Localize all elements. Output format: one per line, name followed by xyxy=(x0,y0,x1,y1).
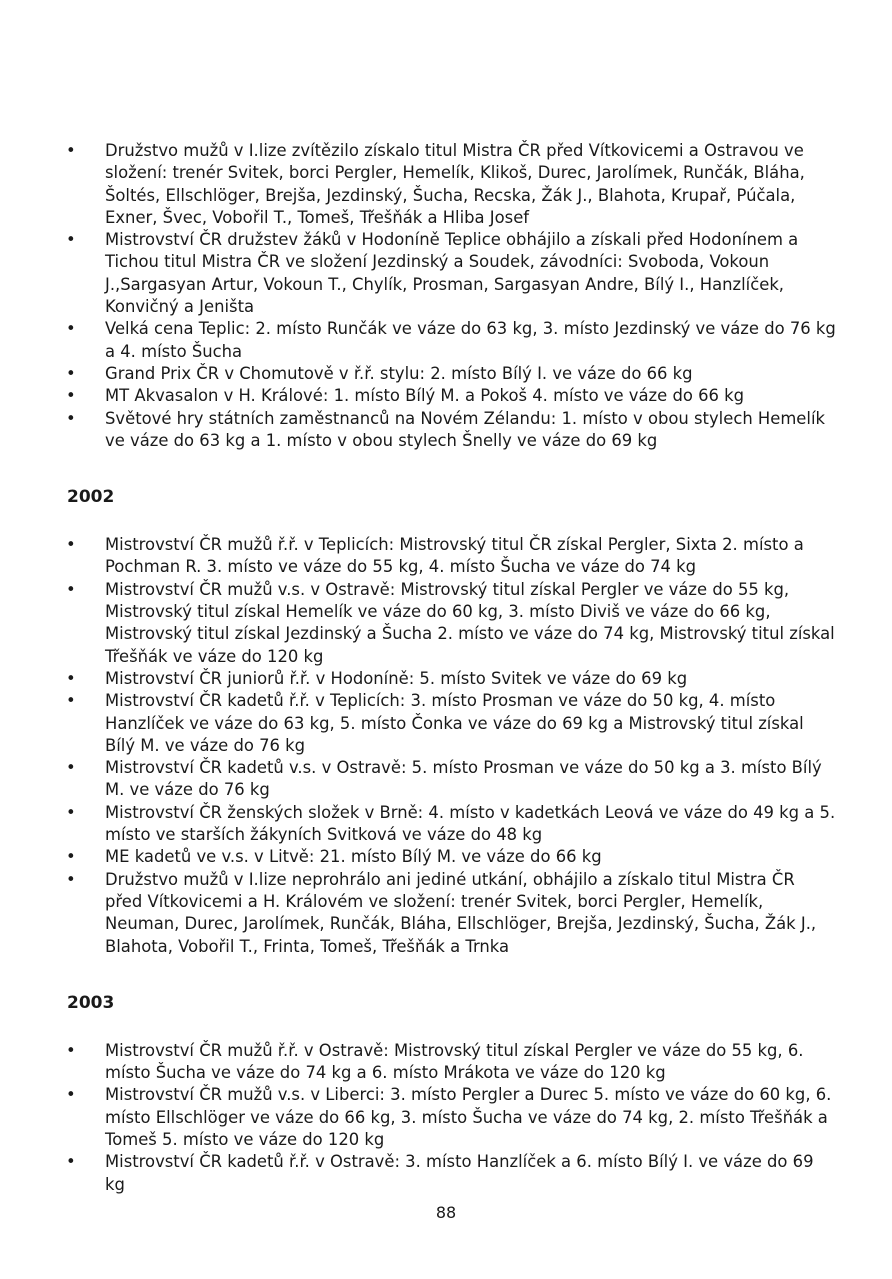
bullet-list-2001 xyxy=(0,140,892,452)
bullet-list-2003 xyxy=(0,1040,892,1196)
list-item: • Mistrovství ČR mužů ř.ř. v Teplicích: Mistrovský titul ČR získal Pergler, Sixta 2. místo a Pochman R. 3. místo ve váze do 55 kg, 4. místo Šucha ve váze do 74 kg xyxy=(0,534,892,579)
page-content xyxy=(0,140,892,1196)
list-item: • Grand Prix ČR v Chomutově v ř.ř. stylu: 2. místo Bílý I. ve váze do 66 kg xyxy=(0,363,892,385)
list-item: • Mistrovství ČR ženských složek v Brně: 4. místo v kadetkách Leová ve váze do 49 kg a 5. místo ve starších žákyních Svitková ve váze do 48 kg xyxy=(0,802,892,847)
list-item: • ME kadetů ve v.s. v Litvě: 21. místo Bílý M. ve váze do 66 kg xyxy=(0,846,892,868)
list-item: • Velká cena Teplic: 2. místo Runčák ve váze do 63 kg, 3. místo Jezdinský ve váze do 76 kg a 4. místo Šucha xyxy=(0,318,892,363)
list-item: • Družstvo mužů v I.lize zvítězilo získalo titul Mistra ČR před Vítkovicemi a Ostravou ve složení: trenér Svitek, borci Pergler, Hemelík, Klikoš, Durec, Jarolímek, Runčák, Bláha, Šoltés, Ellschlöger, Brejša, Jezdinský, Šucha, Recska, Žák J., Blahota, Krupař, Púčala, Exner, Švec, Vobořil T., Tomeš, Třešňák a Hliba Josef xyxy=(0,140,892,229)
list-item: • Mistrovství ČR mužů v.s. v Ostravě: Mistrovský titul získal Pergler ve váze do 55 kg, Mistrovský titul získal Hemelík ve váze do 60 kg, 3. místo Diviš ve váze do 66 kg, Mistrovský titul získal Jezdinský a Šucha 2. místo ve váze do 74 kg, Mistrovský titul získal Třešňák ve váze do 120 kg xyxy=(0,579,892,668)
list-item: • Mistrovství ČR kadetů v.s. v Ostravě: 5. místo Prosman ve váze do 50 kg a 3. místo Bílý M. ve váze do 76 kg xyxy=(0,757,892,802)
list-item: • Mistrovství ČR mužů v.s. v Liberci: 3. místo Pergler a Durec 5. místo ve váze do 60 kg, 6. místo Ellschlöger ve váze do 66 kg, 3. místo Šucha ve váze do 74 kg, 2. místo Třešňák a Tomeš 5. místo ve váze do 120 kg xyxy=(0,1084,892,1151)
page-number: 88 xyxy=(435,1203,457,1222)
list-item: • Mistrovství ČR kadetů ř.ř. v Teplicích: 3. místo Prosman ve váze do 50 kg, 4. místo Hanzlíček ve váze do 63 kg, 5. místo Čonka ve váze do 69 kg a Mistrovský titul získal Bílý M. ve váze do 76 kg xyxy=(0,690,892,757)
year-heading-2002: 2002 xyxy=(67,487,115,508)
list-item: • Družstvo mužů v I.lize neprohrálo ani jediné utkání, obhájilo a získalo titul Mistra ČR před Vítkovicemi a H. Královém ve složení: trenér Svitek, borci Pergler, Hemelík, Neuman, Durec, Jarolímek, Runčák, Bláha, Ellschlöger, Brejša, Jezdinský, Šucha, Žák J., Blahota, Vobořil T., Frinta, Tomeš, Třešňák a Trnka xyxy=(0,869,892,958)
bullet-list-2002 xyxy=(0,534,892,958)
list-item: • MT Akvasalon v H. Králové: 1. místo Bílý M. a Pokoš 4. místo ve váze do 66 kg xyxy=(0,385,892,407)
list-item: • Světové hry státních zaměstnanců na Novém Zélandu: 1. místo v obou stylech Hemelík ve váze do 63 kg a 1. místo v obou stylech Šnelly ve váze do 69 kg xyxy=(0,408,892,453)
list-item: • Mistrovství ČR družstev žáků v Hodoníně Teplice obhájilo a získali před Hodonínem a Tichou titul Mistra ČR ve složení Jezdinský a Soudek, závodníci: Svoboda, Vokoun J.,Sargasyan Artur, Vokoun T., Chylík, Prosman, Sargasyan Andre, Bílý I., Hanzlíček, Konvičný a Jeništa xyxy=(0,229,892,318)
list-item: • Mistrovství ČR juniorů ř.ř. v Hodoníně: 5. místo Svitek ve váze do 69 kg xyxy=(0,668,892,690)
year-heading-2003: 2003 xyxy=(67,992,115,1013)
list-item: • Mistrovství ČR kadetů ř.ř. v Ostravě: 3. místo Hanzlíček a 6. místo Bílý I. ve váze do 69 kg xyxy=(0,1151,892,1196)
list-item: • Mistrovství ČR mužů ř.ř. v Ostravě: Mistrovský titul získal Pergler ve váze do 55 kg, 6. místo Šucha ve váze do 74 kg a 6. místo Mrákota ve váze do 120 kg xyxy=(0,1040,892,1085)
